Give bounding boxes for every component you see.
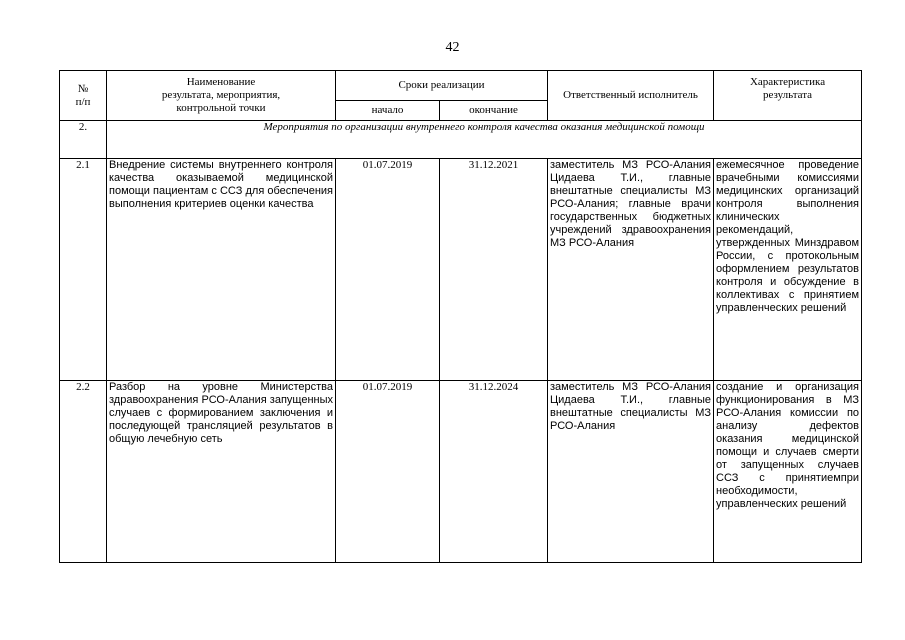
table-row	[60, 381, 862, 563]
header-row-1	[60, 71, 862, 101]
header-characteristic: Характеристика результата	[714, 71, 862, 121]
row-responsible: заместитель МЗ РСО-Алания Цидаева Т.И., главные внештатные специалисты МЗ РСО-Алания	[548, 381, 714, 563]
header-responsible: Ответственный исполнитель	[548, 71, 714, 121]
header-end: окончание	[440, 101, 548, 121]
row-num: 2.2	[60, 381, 107, 563]
section-title: Мероприятия по организации внутреннего контроля качества оказания медицинской помощи	[107, 121, 862, 159]
header-terms: Сроки реализации	[336, 71, 548, 101]
header-start: начало	[336, 101, 440, 121]
section-row	[60, 121, 862, 159]
row-end-date: 31.12.2021	[440, 159, 548, 381]
header-name: Наименование результата, мероприятия, контрольной точки	[107, 71, 336, 121]
header-num: № п/п	[60, 71, 107, 121]
section-num: 2.	[60, 121, 107, 159]
row-name: Внедрение системы внутреннего контроля качества оказываемой медицинской помощи пациентам с ССЗ для обеспечения выполнения критериев оценки качества	[107, 159, 336, 381]
table-row	[60, 159, 862, 381]
row-characteristic: ежемесячное проведение врачебными комиссиями медицинских организаций контроля выполнения клинических рекомендаций, утвержденных Минздравом России, с протокольным оформлением результатов контроля и обсуждение в коллективах с принятием управленческих решений	[714, 159, 862, 381]
row-start-date: 01.07.2019	[336, 381, 440, 563]
row-characteristic: создание и организация функционирования в МЗ РСО-Алания комиссии по анализу дефектов оказания медицинской помощи и случаев смерти от запущенных случаев ССЗ с принятиемпри необходимости, управленческих решений	[714, 381, 862, 563]
row-start-date: 01.07.2019	[336, 159, 440, 381]
row-end-date: 31.12.2024	[440, 381, 548, 563]
row-name: Разбор на уровне Министерства здравоохранения РСО-Алания запущенных случаев с формированием заключения и последующей трансляцией результатов в общую лечебную сеть	[107, 381, 336, 563]
row-responsible: заместитель МЗ РСО-Алания Цидаева Т.И., главные внештатные специалисты МЗ РСО-Алания; главные врачи государственных бюджетных учреждений здравоохранения МЗ РСО-Алания	[548, 159, 714, 381]
page-number: 42	[445, 40, 460, 55]
row-num: 2.1	[60, 159, 107, 381]
plan-table	[59, 70, 862, 563]
